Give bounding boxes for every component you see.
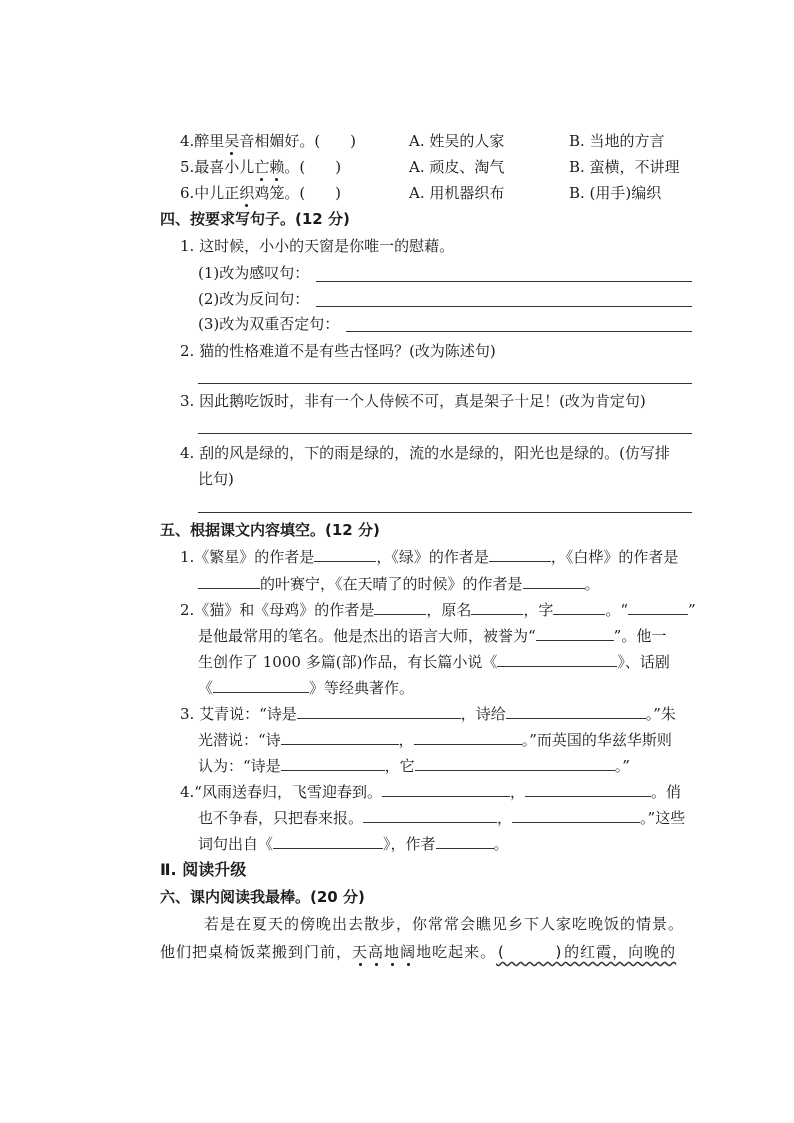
s5-q2-blank-3[interactable] [553, 600, 605, 615]
s5-q3-blank-3[interactable] [281, 730, 399, 745]
s5-q3-blank-6[interactable] [415, 756, 615, 771]
s5-q1-blank-1[interactable] [314, 547, 376, 562]
q3-5-dotted-char-1: 亡 [254, 158, 270, 176]
s5-q2-line2 [198, 626, 666, 646]
s5-q1-blank-4[interactable] [523, 574, 585, 589]
s5-q1-text-e: 。 [584, 575, 600, 593]
s5-q4-blank-3[interactable] [363, 808, 497, 823]
s5-q2-blank-7[interactable] [213, 678, 309, 693]
q3-6-dotted-char: 织 [239, 184, 255, 202]
s5-q2-text-d: 。“ [605, 601, 629, 619]
s5-q4-text-i: 。 [493, 835, 509, 853]
s5-q3-text-f: 。”而英国的华兹华斯则 [521, 731, 672, 749]
q3-5-pre: 5.最喜小儿 [180, 158, 255, 176]
s5-q4-text-b: ， [509, 783, 525, 801]
section6-title: 六、课内阅读我最棒。(20 分) [160, 888, 365, 906]
s6-passage-text-a: 他们把桌椅饭菜搬到门前， [160, 943, 353, 961]
s4-q4-answer-line[interactable] [198, 512, 692, 513]
q3-4-stem [180, 131, 356, 151]
s5-q2-line4 [198, 678, 414, 698]
q3-4-pre: 4.醉里 [180, 132, 225, 150]
q3-6-option-a[interactable]: A. 用机器织布 [409, 184, 505, 202]
s5-q4-blank-2[interactable] [525, 782, 651, 797]
s5-q2-text-b: ，原名 [426, 601, 472, 619]
s5-q2-text-j: 《 [198, 679, 214, 697]
s5-q1-line2 [198, 574, 600, 594]
section4-title: 四、按要求写句子。(12 分) [160, 210, 350, 228]
s5-q1-text-c: ，《白桦》的作者是 [550, 548, 679, 566]
s5-q3-line2 [198, 730, 672, 750]
s4-q2-answer-line[interactable] [198, 383, 692, 384]
s4-q3: 3. 因此鹅吃饭时，非有一个人侍候不可，真是架子十足！(改为肯定句) [180, 392, 646, 410]
s5-q2-text-f: 是他最常用的笔名。他是杰出的语言大师，被誉为“ [198, 627, 536, 645]
s5-q4-text-f: 。”这些 [640, 809, 686, 827]
s5-q2-blank-6[interactable] [497, 652, 617, 667]
s5-q4-blank-6[interactable] [436, 834, 494, 849]
s5-q2-text-g: ”。他一 [613, 627, 667, 645]
s5-q2-blank-5[interactable] [536, 626, 614, 641]
s5-q2-blank-4[interactable] [628, 600, 688, 615]
s5-q1-text-b: ，《绿》的作者是 [376, 548, 489, 566]
s5-q4-text-c: 。俏 [651, 783, 682, 801]
s5-q3-text-g: 认为：“诗是 [198, 757, 281, 775]
s4-q2: 2. 猫的性格难道不是有些古怪吗？(改为陈述句) [180, 342, 496, 360]
s5-q1-text-a: 1.《繁星》的作者是 [180, 548, 315, 566]
s5-q4-blank-1[interactable] [382, 782, 510, 797]
s5-q2-line3 [198, 652, 670, 672]
s5-q3-line3 [198, 756, 630, 776]
s5-q2-blank-2[interactable] [471, 600, 523, 615]
s4-q1a-answer-line[interactable] [316, 281, 692, 282]
s5-q3-blank-1[interactable] [297, 704, 461, 719]
s4-q1c-label: (3)改为双重否定句： [198, 315, 340, 333]
s5-q3-text-h: ，它 [384, 757, 415, 775]
s5-q3-line1 [180, 704, 676, 724]
s5-q2-text-a: 2.《猫》和《母鸡》的作者是 [180, 601, 375, 619]
q3-6-pre: 6.中儿正 [180, 184, 240, 202]
s5-q4-text-g: 词句出自《 [198, 835, 274, 853]
s5-q2-line1 [180, 600, 696, 620]
s5-q3-text-e: ， [398, 731, 414, 749]
q3-4-option-b[interactable]: B. 当地的方言 [569, 132, 665, 150]
s6-dotted-char-1: 天 [352, 943, 369, 961]
s6-dotted-char-4: 阔 [400, 943, 417, 961]
s6-dotted-char-2: 高 [368, 943, 385, 961]
s5-q3-text-b: ，诗给 [460, 705, 506, 723]
s5-q3-blank-2[interactable] [506, 704, 646, 719]
s5-q1-line1 [180, 547, 678, 567]
s5-q1-blank-2[interactable] [489, 547, 551, 562]
s5-q2-text-h: 生创作了 1000 多篇(部)作品，有长篇小说《 [198, 653, 498, 671]
s5-q4-text-h: 》，作者 [383, 835, 436, 853]
q3-6-option-b[interactable]: B. (用手)编织 [569, 184, 662, 202]
s4-q1c-answer-line[interactable] [346, 331, 692, 332]
s5-q3-text-d: 光潜说：“诗 [198, 731, 281, 749]
s5-q4-line1 [180, 782, 681, 802]
s5-q2-text-i: 》、话剧 [617, 653, 670, 671]
s5-q4-line3 [198, 834, 509, 854]
s4-q4-line1: 4. 刮的风是绿的，下的雨是绿的，流的水是绿的，阳光也是绿的。(仿写排 [180, 444, 670, 462]
s5-q3-blank-4[interactable] [414, 730, 522, 745]
s5-q4-blank-5[interactable] [273, 834, 383, 849]
s5-q1-blank-3[interactable] [198, 574, 260, 589]
s6-wavy-underlined-text[interactable]: ( )的红霞，向晚的 [496, 943, 677, 961]
q3-6-post: 鸡笼。( ) [254, 184, 342, 202]
s5-q2-text-c: ，字 [523, 601, 554, 619]
q3-4-post: 音相媚好。( ) [239, 132, 357, 150]
s5-q4-text-a: 4.“风雨送春归，飞雪迎春到。 [180, 783, 382, 801]
s5-q4-text-e: ， [497, 809, 513, 827]
q3-6-stem [180, 183, 341, 203]
s4-q3-answer-line[interactable] [198, 433, 692, 434]
s4-q1a-label: (1)改为感叹句： [198, 264, 310, 282]
s5-q3-blank-5[interactable] [281, 756, 385, 771]
s5-q3-text-c: 。”朱 [645, 705, 676, 723]
s4-q1b-label: (2)改为反问句： [198, 290, 310, 308]
q3-5-dotted-char-2: 赖 [269, 158, 285, 176]
s6-passage-line2 [160, 942, 676, 962]
s5-q3-text-a: 3. 艾青说：“诗是 [180, 705, 297, 723]
q3-5-option-a[interactable]: A. 顽皮、淘气 [409, 158, 505, 176]
q3-4-option-a[interactable]: A. 姓吴的人家 [409, 132, 505, 150]
s5-q4-blank-4[interactable] [512, 808, 640, 823]
q3-5-post: 。( ) [284, 158, 342, 176]
s5-q4-line2 [198, 808, 685, 828]
s4-q4-line2: 比句) [198, 470, 234, 488]
s4-q1: 1. 这时候，小小的天窗是你唯一的慰藉。 [180, 237, 455, 255]
part2-title: Ⅱ. 阅读升级 [160, 860, 247, 879]
s6-passage-text-c: 地吃起来。 [416, 943, 497, 961]
q3-5-option-b[interactable]: B. 蛮横，不讲理 [569, 158, 680, 176]
s5-q3-text-i: 。” [614, 757, 630, 775]
s5-q4-text-d: 也不争春，只把春来报。 [198, 809, 364, 827]
section5-title: 五、根据课文内容填空。(12 分) [160, 521, 380, 539]
s6-dotted-char-3: 地 [384, 943, 401, 961]
s4-q1b-answer-line[interactable] [316, 306, 692, 307]
s6-passage-line1: 若是在夏天的傍晚出去散步，你常常会瞧见乡下人家吃晚饭的情景。 [204, 915, 685, 933]
q3-4-dotted-char: 吴 [224, 132, 240, 150]
s5-q2-blank-1[interactable] [374, 600, 426, 615]
s5-q2-text-e: ” [688, 601, 696, 619]
s5-q2-text-k: 》等经典著作。 [309, 679, 415, 697]
q3-5-stem [180, 157, 341, 177]
s5-q1-text-d: 的叶赛宁，《在天晴了的时候》的作者是 [260, 575, 523, 593]
